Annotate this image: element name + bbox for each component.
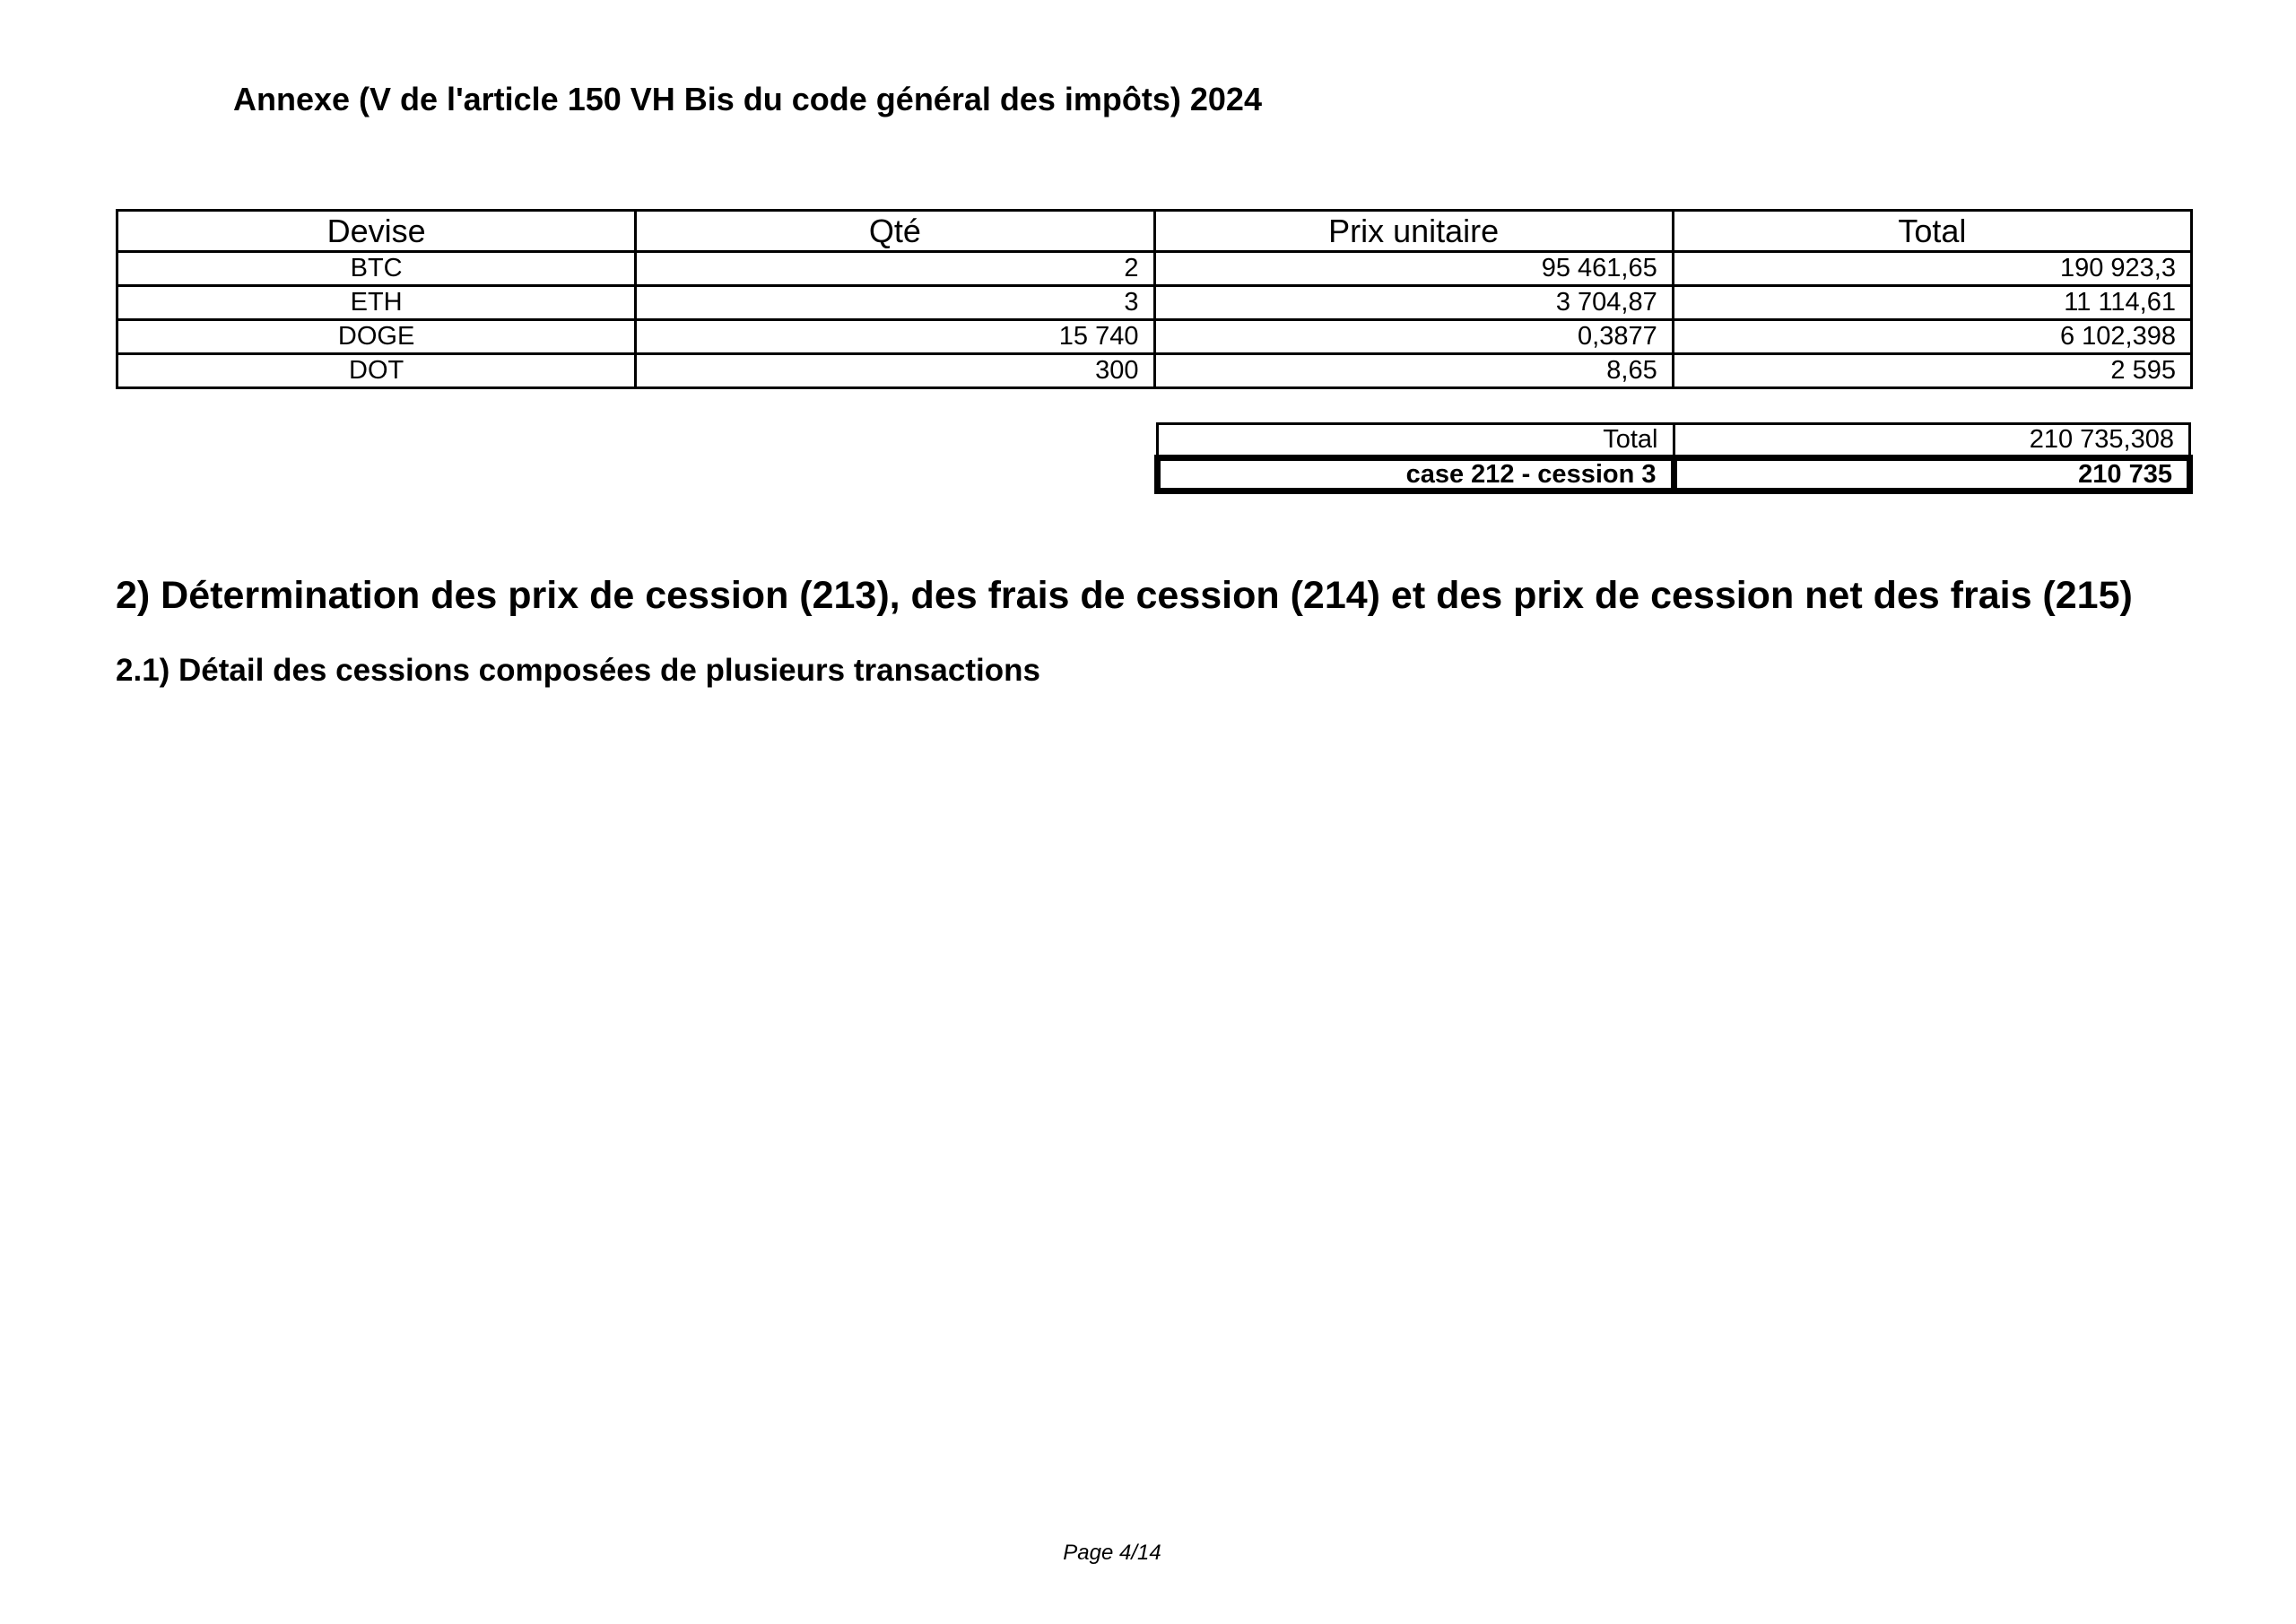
cell-qte: 3 <box>636 286 1154 320</box>
total-value: 210 735,308 <box>1674 424 2190 458</box>
section-heading-2-1: 2.1) Détail des cessions composées de plusieurs transactions <box>116 653 1040 688</box>
column-header-total: Total <box>1673 211 2191 252</box>
cell-total: 190 923,3 <box>1673 252 2191 286</box>
column-header-prix-unitaire: Prix unitaire <box>1154 211 1673 252</box>
cell-prix-unitaire: 3 704,87 <box>1154 286 1673 320</box>
table-row <box>117 252 2192 286</box>
case-212-value: 210 735 <box>1674 458 2190 491</box>
section-heading-2: 2) Détermination des prix de cession (213), des frais de cession (214) et des prix de cession net des frais (215) <box>116 574 2133 617</box>
total-label: Total <box>1158 424 1674 458</box>
table-row <box>117 354 2192 388</box>
case-212-label: case 212 - cession 3 <box>1158 458 1674 491</box>
cell-qte: 2 <box>636 252 1154 286</box>
cell-devise: DOGE <box>117 320 636 354</box>
document-title: Annexe (V de l'article 150 VH Bis du code général des impôts) 2024 <box>233 81 1262 117</box>
cell-prix-unitaire: 0,3877 <box>1154 320 1673 354</box>
column-header-devise: Devise <box>117 211 636 252</box>
cell-prix-unitaire: 95 461,65 <box>1154 252 1673 286</box>
page-number: Page 4/14 <box>1063 1541 1161 1565</box>
case-212-row <box>1158 458 2190 491</box>
total-row <box>1158 424 2190 458</box>
table-header-row <box>117 211 2192 252</box>
cell-qte: 300 <box>636 354 1154 388</box>
cell-total: 11 114,61 <box>1673 286 2191 320</box>
totals-table <box>1154 422 2193 494</box>
cell-devise: BTC <box>117 252 636 286</box>
currency-table <box>116 209 2193 389</box>
cell-qte: 15 740 <box>636 320 1154 354</box>
table-row <box>117 286 2192 320</box>
cell-prix-unitaire: 8,65 <box>1154 354 1673 388</box>
cell-devise: ETH <box>117 286 636 320</box>
cell-total: 6 102,398 <box>1673 320 2191 354</box>
cell-total: 2 595 <box>1673 354 2191 388</box>
column-header-qte: Qté <box>636 211 1154 252</box>
cell-devise: DOT <box>117 354 636 388</box>
table-row <box>117 320 2192 354</box>
